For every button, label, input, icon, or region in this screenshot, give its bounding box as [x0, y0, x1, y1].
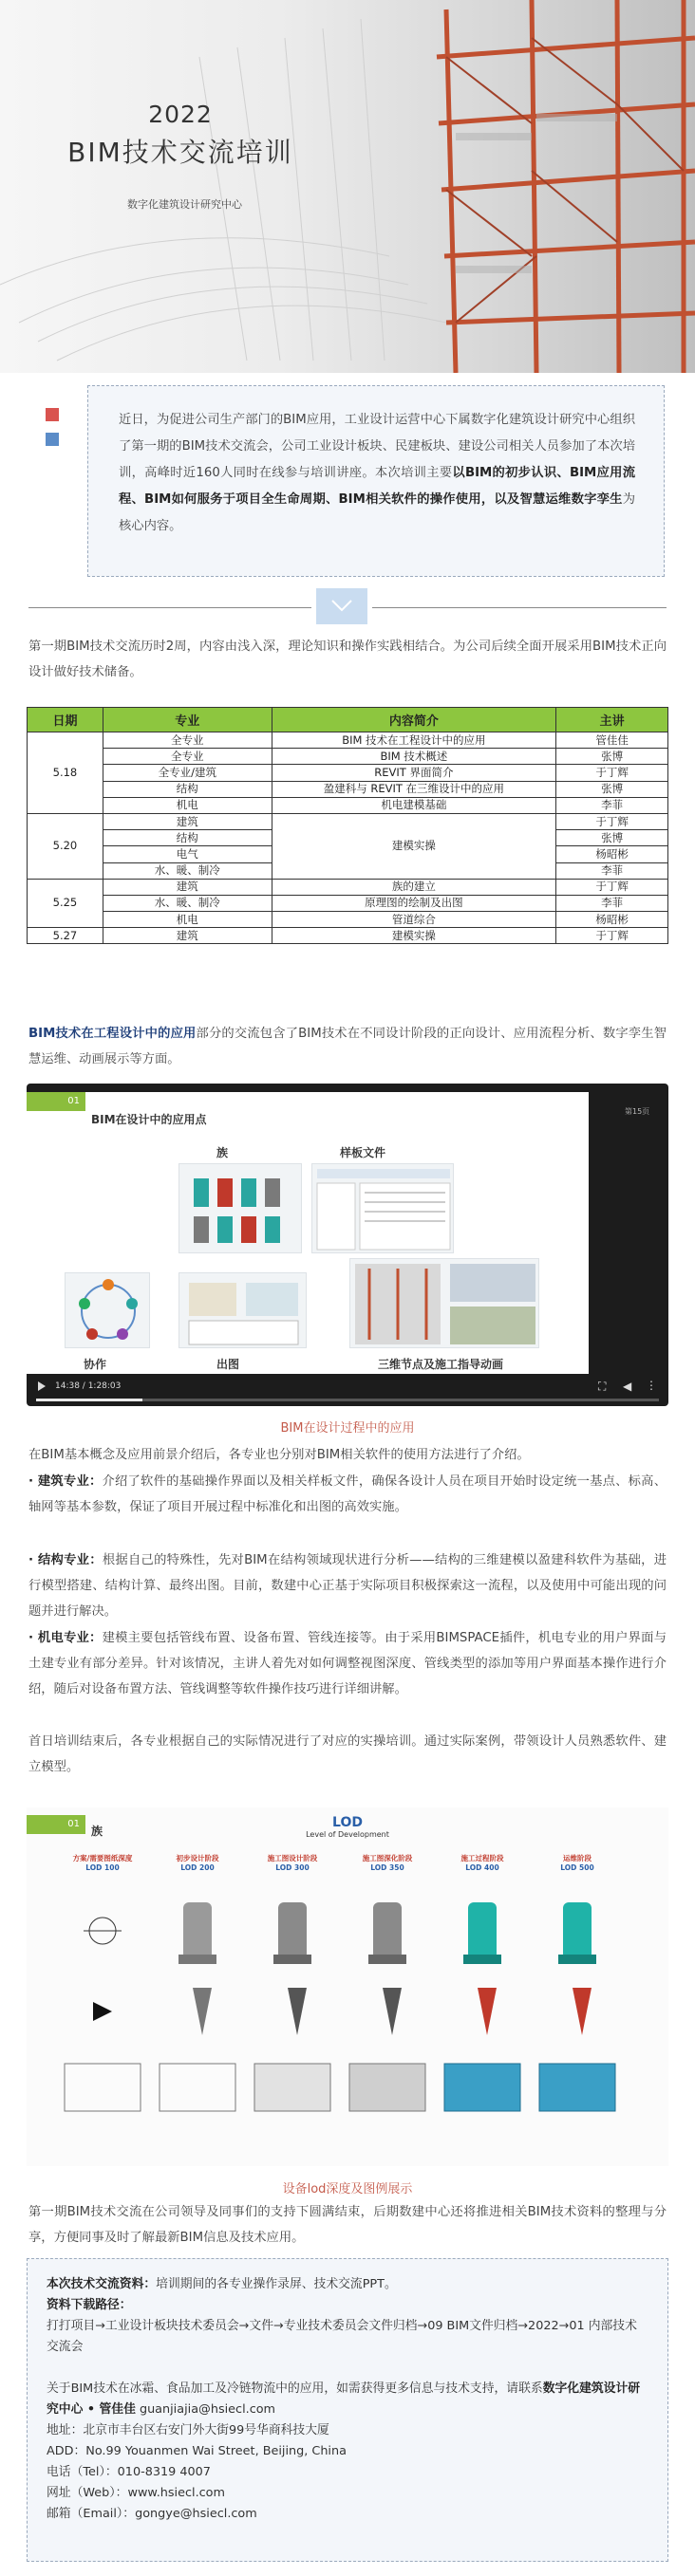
table-row: [28, 928, 668, 944]
table-row: [28, 765, 668, 781]
cell-content: 建模实操: [272, 928, 556, 944]
footer-path-title: 资料下载路径：: [47, 2298, 132, 2312]
video-progress-bar[interactable]: [36, 1399, 659, 1401]
lod-equipment-illustration: [27, 1883, 668, 2159]
collaboration-image: [65, 1272, 150, 1348]
lod-level: LOD 350: [370, 1863, 404, 1872]
cell-content: 建模实操: [272, 813, 556, 879]
lod-level: LOD 200: [180, 1863, 215, 1872]
table-row: [28, 912, 668, 928]
cell-speaker: 张博: [556, 830, 668, 846]
cell-major: 机电: [103, 912, 272, 928]
cell-speaker: 李菲: [556, 895, 668, 911]
footer-material-label: 本次技术交流资料：: [47, 2277, 157, 2291]
footer-email[interactable]: 邮箱（Email）：gongye@hsiecl.com: [47, 2507, 257, 2521]
footer-address-en: ADD：No.99 Youanmen Wai Street, Beijing, China: [47, 2444, 347, 2458]
lod-level: LOD 500: [560, 1863, 594, 1872]
video-slide: [27, 1092, 589, 1374]
cell-content: 盈建科与 REVIT 在三维设计中的应用: [272, 781, 556, 797]
more-icon[interactable]: ⋮: [646, 1379, 657, 1392]
paragraph-intro-majors: 在BIM基本概念及应用前景介绍后，各专业也分别对BIM相关软件的使用方法进行了介绍。: [28, 1448, 530, 1462]
lod-level: LOD 400: [465, 1863, 499, 1872]
cell-speaker: 张博: [556, 781, 668, 797]
video-time: 14:38 / 1:28:03: [55, 1381, 122, 1391]
hero-title: BIM技术交流培训: [67, 137, 293, 168]
lod-col-head: [245, 1853, 340, 1872]
chevron-down-icon: [316, 588, 367, 624]
item-structure: [28, 1547, 667, 1624]
cell-major: 建筑: [103, 928, 272, 944]
intro-text-bold: 以BIM的初步认识、BIM应用流程、BIM如何服务于项目全生命周期、BIM相关软件的操作使用，以及智慧运维数字孪生: [119, 466, 635, 507]
cell-speaker: 李菲: [556, 862, 668, 879]
slide-label-family: 族: [216, 1146, 229, 1159]
lod-col-head: [530, 1853, 625, 1872]
intro-text-tail: 为核心内容。: [119, 492, 635, 533]
decor-square-blue: [46, 433, 59, 446]
cell-speaker: 张博: [556, 749, 668, 765]
footer-tel: 电话（Tel）：010-8319 4007: [47, 2465, 211, 2479]
table-header-row: [28, 708, 668, 732]
cell-content: BIM 技术在工程设计中的应用: [272, 732, 556, 749]
cell-major: 结构: [103, 781, 272, 797]
cell-date: 5.18: [28, 732, 103, 814]
paragraph-conclusion: 第一期BIM技术交流在公司领导及同事们的支持下圆满结束，后期数建中心还将推进相关BIM技术资料的整理与分享，方便同事及时了解最新BIM信息及技术应用。: [28, 2205, 667, 2245]
cell-content: REVIT 界面简介: [272, 765, 556, 781]
table-row: [28, 895, 668, 911]
cell-speaker: 李菲: [556, 797, 668, 813]
animation-image: [349, 1258, 539, 1348]
item-architecture: [28, 1469, 667, 1520]
decor-square-red: [46, 408, 59, 421]
paragraph-practice: 首日培训结束后，各专业根据自己的实际情况进行了对应的实操培训。通过实际案例，带领设计人员熟悉软件、建立模型。: [28, 1734, 667, 1774]
cell-speaker: 杨昭彬: [556, 846, 668, 862]
lod-col-head: [150, 1853, 245, 1872]
cell-content: 原理图的绘制及出图: [272, 895, 556, 911]
schedule-table: [27, 707, 668, 944]
item-architecture-title: · 建筑专业：: [28, 1474, 103, 1489]
cell-major: 结构: [103, 830, 272, 846]
application-bold: BIM技术在工程设计中的应用: [28, 1027, 197, 1041]
paragraph-overview: 第一期BIM技术交流历时2周，内容由浅入深，理论知识和操作实践相结合。为公司后续全面开展采用BIM技术正向设计做好技术储备。: [28, 639, 667, 679]
application-text: 部分的交流包含了BIM技术在不同设计阶段的正向设计、应用流程分析、数字孪生智慧运维、动画展示等方面。: [28, 1027, 667, 1066]
spacer: [47, 2358, 648, 2379]
item-mep-text: 建模主要包括管线布置、设备布置、管线连接等。由于采用BIMSPACE插件，机电专业的用户界面与土建专业有部分差异。针对该情况，主讲人着先对如何调整视图深度、管线类型的添加等用户界面基本操作进行介绍，随后对设备布置方法、管线调整等软件操作技巧进行详细讲解。: [28, 1631, 667, 1696]
building-illustration: [0, 0, 695, 373]
lod-stage: 运维阶段: [563, 1854, 592, 1863]
lod-subtitle: Level of Development: [306, 1830, 389, 1839]
lod-figure-title: 族: [91, 1825, 103, 1838]
lod-col-head: [435, 1853, 530, 1872]
volume-icon[interactable]: ◀: [623, 1380, 632, 1393]
header-speaker: 主讲: [556, 708, 668, 732]
footer-path-label: [47, 2295, 648, 2316]
cell-speaker: 杨昭彬: [556, 912, 668, 928]
caption-application: BIM在设计过程中的应用: [280, 1421, 415, 1436]
template-image: [311, 1163, 454, 1253]
lod-label: LOD: [332, 1815, 363, 1830]
cell-content: 管道综合: [272, 912, 556, 928]
lod-stage: 方案/需要图纸深度: [72, 1854, 133, 1863]
lod-stage: 施工图设计阶段: [267, 1854, 318, 1863]
cell-major: 建筑: [103, 813, 272, 829]
video-player[interactable]: [27, 1084, 668, 1406]
cell-speaker: 于丁辉: [556, 765, 668, 781]
cell-date: 5.27: [28, 928, 103, 944]
slide-label-animation: 三维节点及施工指导动画: [378, 1358, 504, 1371]
lod-stage: 施工图深化阶段: [362, 1854, 413, 1863]
cell-major: 全专业: [103, 732, 272, 749]
footer-contact-email[interactable]: guanjiajia@hsiecl.com: [135, 2402, 276, 2417]
item-structure-text: 根据自己的特殊性，先对BIM在结构领域现状进行分析——结构的三维建模以盈建科软件为基础，进行模型搭建、结构计算、最终出图。目前，数建中心正基于实际项目积极探索这一流程，以及使用中可能出现的问题并进行解决。: [28, 1553, 667, 1619]
table-row: [28, 781, 668, 797]
header-major: 专业: [103, 708, 272, 732]
cell-major: 全专业: [103, 749, 272, 765]
footer-info-box: [27, 2258, 668, 2562]
header-content: 内容简介: [272, 708, 556, 732]
family-image: [178, 1163, 302, 1253]
footer-contact: [47, 2379, 648, 2420]
table-row: [28, 732, 668, 749]
video-side-text: 第15页: [625, 1107, 650, 1116]
cell-content: 机电建模基础: [272, 797, 556, 813]
cell-major: 全专业/建筑: [103, 765, 272, 781]
drawing-image: [178, 1272, 307, 1348]
item-mep: [28, 1625, 667, 1702]
slide-title: BIM在设计中的应用点: [91, 1113, 207, 1126]
lod-col-head: [340, 1853, 435, 1872]
table-row: [28, 749, 668, 765]
header-date: 日期: [28, 708, 103, 732]
caption-lod: 设备lod深度及图例展示: [282, 2182, 413, 2196]
divider-left: [28, 607, 311, 608]
cell-major: 机电: [103, 797, 272, 813]
lod-level: LOD 300: [275, 1863, 310, 1872]
cell-date: 5.20: [28, 813, 103, 879]
slide-label-drawing: 出图: [216, 1358, 240, 1371]
cell-speaker: 于丁辉: [556, 813, 668, 829]
footer-path: 打打项目→工业设计板块技术委员会→文件→专业技术委员会文件归档→09 BIM文件归档→2022→01 内部技术交流会: [47, 2319, 637, 2354]
cell-major: 电气: [103, 846, 272, 862]
cell-major: 水、暖、制冷: [103, 895, 272, 911]
slide-label-collab: 协作: [84, 1358, 107, 1371]
footer-web[interactable]: 网址（Web）：www.hsiecl.com: [47, 2486, 225, 2500]
fullscreen-icon[interactable]: ⛶: [598, 1380, 607, 1393]
paragraph-application: [28, 1021, 667, 1072]
table-row: [28, 879, 668, 895]
cell-date: 5.25: [28, 879, 103, 928]
hero-year: 2022: [148, 101, 213, 128]
footer-address: 地址：北京市丰台区右安门外大街99号华商科技大厦: [47, 2423, 329, 2437]
slide-tag: 01: [27, 1092, 85, 1111]
cell-major: 建筑: [103, 879, 272, 895]
lod-stage: 初步设计阶段: [176, 1854, 219, 1863]
video-progress-fill: [36, 1399, 142, 1401]
item-architecture-text: 介绍了软件的基础操作界面以及相关样板文件，确保各设计人员在项目开始时设定统一基点、标高、轴网等基本参数，保证了项目开展过程中标准化和出图的高效实施。: [28, 1474, 667, 1514]
lod-stage: 施工过程阶段: [460, 1854, 504, 1863]
item-mep-title: · 机电专业：: [28, 1631, 103, 1645]
cell-content: 族的建立: [272, 879, 556, 895]
cell-major: 水、暖、制冷: [103, 862, 272, 879]
table-row: [28, 797, 668, 813]
footer-material: [47, 2274, 648, 2295]
intro-box: [87, 385, 665, 577]
video-controls: [27, 1374, 668, 1406]
cell-content: BIM 技术概述: [272, 749, 556, 765]
hero-organization: 数字化建筑设计研究中心: [127, 198, 242, 211]
item-structure-title: · 结构专业：: [28, 1553, 103, 1567]
hero-title-block: [66, 101, 294, 170]
table-row: [28, 813, 668, 829]
lod-figure: [27, 1807, 668, 2166]
footer-contact-name: 数字化建筑设计研究中心 • 管佳佳: [47, 2381, 641, 2417]
divider-right: [372, 607, 667, 608]
lod-figure-tag: 01: [27, 1815, 85, 1834]
play-icon[interactable]: [38, 1381, 46, 1391]
lod-level: LOD 100: [85, 1863, 120, 1872]
hero-banner: [0, 0, 695, 373]
footer-material-text: 培训期间的各专业操作录屏、技术交流PPT。: [156, 2277, 397, 2291]
lod-col-head: [55, 1853, 150, 1872]
cell-speaker: 于丁辉: [556, 928, 668, 944]
cell-speaker: 于丁辉: [556, 879, 668, 895]
intro-text: 近日，为促进公司生产部门的BIM应用，工业设计运营中心下属数字化建筑设计研究中心组织了第一期的BIM技术交流会，公司工业设计板块、民建板块、建设公司相关人员参加了本次培训，高峰时近160人同时在线参与培训讲座。本次培训主要: [119, 413, 635, 480]
cell-speaker: 管佳佳: [556, 732, 668, 749]
slide-label-template: 样板文件: [340, 1146, 386, 1159]
footer-contact-text: 关于BIM技术在冰霜、食品加工及冷链物流中的应用，如需获得更多信息与技术支持，请联系: [47, 2381, 543, 2396]
lod-heading: [27, 1815, 668, 1839]
